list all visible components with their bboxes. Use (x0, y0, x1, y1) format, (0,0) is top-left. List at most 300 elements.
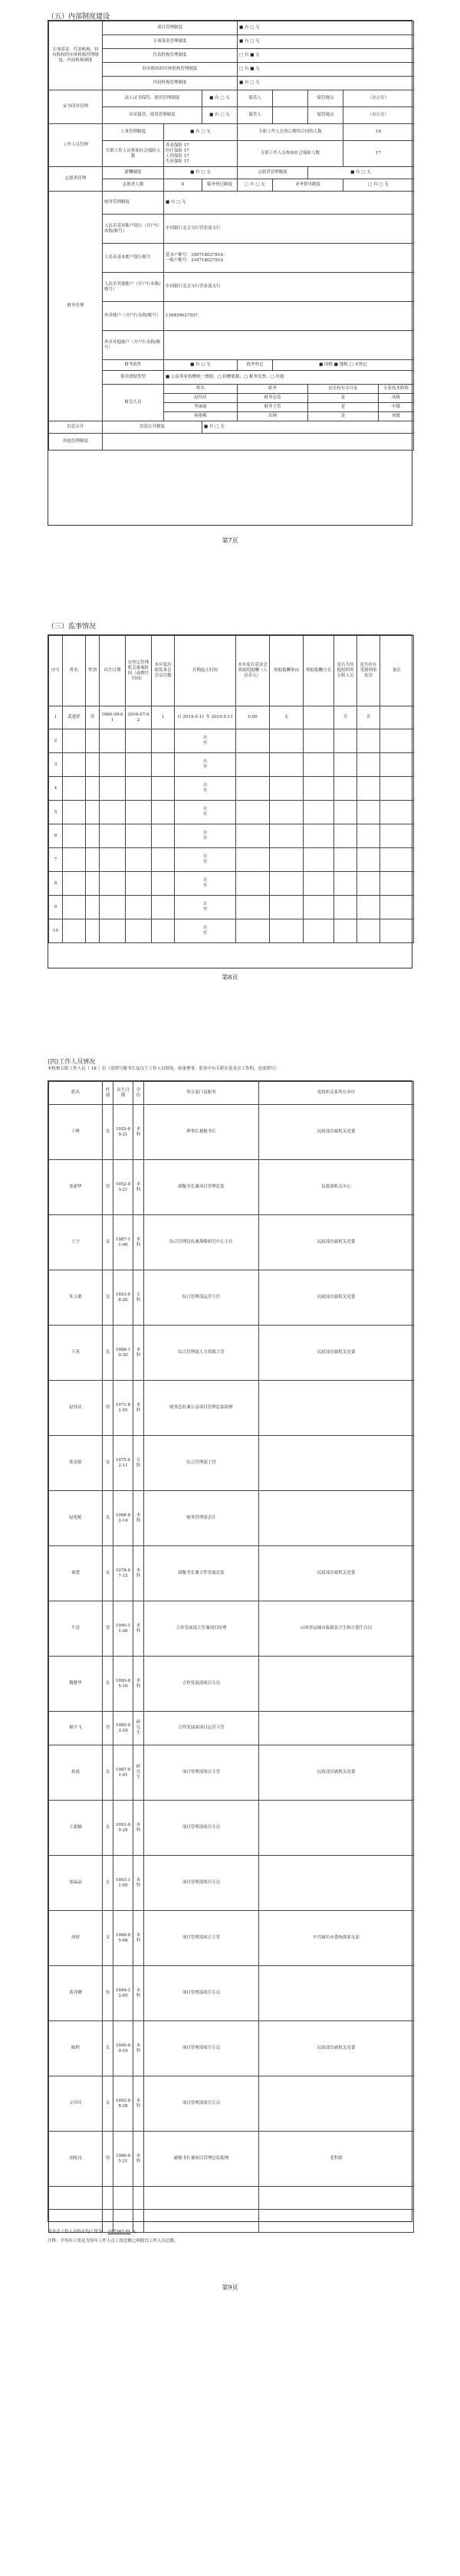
staff-name: 唐婷 (49, 1911, 103, 1966)
table-row (49, 1491, 414, 1546)
staff-birth: 1989-03-24 (113, 1712, 133, 1745)
staff-edu: 本科 (133, 1801, 144, 1856)
sup-cell (152, 896, 175, 919)
table-row (49, 753, 414, 777)
staff-edu: 专科 (133, 1270, 144, 1326)
staff-edu: 本科 (133, 1215, 144, 1270)
fin-tax-label: 税务登记 (238, 360, 273, 371)
group-info: 信息公开 (49, 421, 103, 434)
vol-count-label: 志愿者人数 (103, 179, 164, 192)
sup-cell (334, 872, 357, 896)
staff-h1: 性别 (103, 1082, 113, 1105)
cert-keeper-value (273, 90, 308, 107)
sup-cell (357, 824, 380, 848)
sup-cell (357, 872, 380, 896)
staff-edu: 本科 (133, 1966, 144, 2021)
sup-cell (304, 919, 334, 943)
sup-cell (334, 801, 357, 824)
staff-edu: 专科 (133, 1436, 144, 1491)
internal-system-table (48, 20, 412, 526)
staff-dept: 项目管理部项目主管 (144, 1911, 259, 1966)
sup-term (175, 896, 236, 919)
staff-dept: 项目管理部项目主管 (144, 1745, 259, 1801)
sup-cell (63, 801, 86, 824)
table-row (49, 2076, 414, 2132)
staff-dept: 副秘书长兼项目管理总监 (144, 1160, 259, 1215)
table-row (49, 1215, 414, 1270)
sup-cell (334, 824, 357, 848)
table-row (49, 1601, 414, 1657)
staff-birth: 1992-08-26 (113, 2076, 133, 2132)
table-row (49, 1546, 414, 1601)
fin-invoice-value: ■ 公益事业捐赠统一票据；□ 捐赠收据；□ 税务发票；□ 其他 (164, 371, 414, 385)
staff-gender: 男 (103, 1966, 113, 2021)
acct-header-cert: 是否持有会计证 (308, 385, 379, 394)
fin-label: 外币其他账户（开户行名称/账号） (103, 331, 164, 360)
staff-dept: 综合管理部人力资源主管 (144, 1326, 259, 1381)
fin-software-value: ■ 有 □ 无 (164, 360, 238, 371)
sup-cell (304, 801, 334, 824)
sup-cell (270, 729, 304, 753)
staff-grid (48, 1081, 414, 2233)
sup-cell (100, 848, 126, 872)
vol-count-value: 0 (164, 179, 202, 192)
staff-dept: 合作发展部项目运营主管 (144, 1712, 259, 1745)
fin-label: 人民币基本账户银行账号 (103, 244, 164, 273)
group-other: 其他管理制度 (49, 434, 103, 451)
staff-cell (113, 2187, 133, 2210)
seal-value: ■ 有 □ 无 (202, 107, 238, 124)
staff-name: 窦晶晶 (49, 1856, 103, 1911)
staff-hr-label: 人事管理制度 (103, 124, 164, 141)
table-row (49, 1856, 414, 1911)
sup-h10: 是否为其他组织的专职人员 (334, 636, 357, 706)
page-number: 第8页 (222, 974, 238, 981)
staff-party: 民政部直属机关党委 (259, 1105, 414, 1160)
staff-birth: 1994-12-05 (113, 1966, 133, 2021)
staff-edu: 本科 (133, 1856, 144, 1911)
sup-cell (334, 753, 357, 777)
staff-name: 王英 (49, 1326, 103, 1381)
staff-dept: 项目管理部项目专员 (144, 1966, 259, 2021)
acct-post: 出纳 (238, 412, 308, 421)
sup-cell (86, 801, 100, 824)
sup-cell (152, 872, 175, 896)
staff-gender: 女 (103, 1105, 113, 1160)
table-row (49, 729, 414, 753)
staff-cell (133, 2210, 144, 2233)
acct-post: 财务总监 (238, 394, 308, 403)
sup-cell (380, 824, 414, 848)
avg-salary-value: 107347.01 (107, 2230, 131, 2234)
staff-gender: 女 (103, 1491, 113, 1546)
staff-cell (49, 2210, 103, 2233)
staff-dept: 合作发展部项目专员 (144, 1657, 259, 1712)
term-to: 至 (202, 741, 208, 746)
page-number: 第9页 (222, 2284, 238, 2291)
sup-no: 2 (49, 729, 63, 753)
group-volunteer: 志愿者管理 (49, 167, 103, 192)
acct-cert: 是 (308, 403, 379, 412)
table-row (49, 1105, 414, 1160)
sup-h12: 备注 (380, 636, 414, 706)
group-finance: 财务管理 (49, 192, 103, 421)
staff-edu: 本科 (133, 1911, 144, 1966)
sup-cell (126, 801, 152, 824)
sup-h4: 在登记管理机关备案时间（或聘任时间） (126, 636, 152, 706)
sup-no: 10 (49, 919, 63, 943)
staff-party (259, 1491, 414, 1546)
acct-name: 赵伟庆 (164, 394, 238, 403)
staff-edu: 本科 (133, 2132, 144, 2187)
term-to: 至 (202, 812, 208, 817)
table-row (49, 706, 414, 729)
vol-register-value: □ 有 □ 无 (238, 179, 273, 192)
term-to: 至 (202, 788, 208, 793)
staff-edu: 本科 (133, 1491, 144, 1546)
sup-name: 武建祥 (63, 706, 86, 729)
sup-h7: 本年度在基金会领取的报酬（人民币元） (236, 636, 270, 706)
staff-edu: 本科 (133, 1160, 144, 1215)
sup-cell (86, 919, 100, 943)
staff-name: 王超楠 (49, 1801, 103, 1856)
sup-cell (126, 848, 152, 872)
sup-cell (63, 896, 86, 919)
table-row (49, 1712, 414, 1745)
staff-gender: 男 (103, 2132, 113, 2187)
staff-hr-value: ■ 有 □ 无 (164, 124, 238, 141)
sup-cell (357, 801, 380, 824)
sup-cell (380, 896, 414, 919)
staff-birth: 1978-07-15 (113, 1546, 133, 1601)
sup-cell (236, 801, 270, 824)
staff-table (48, 1080, 412, 2222)
fin-value (164, 331, 414, 360)
group-special-fund: 专项基金、代表机构、持有股权的实体机构管理制度、内设机构制度 (49, 21, 103, 90)
avg-salary-note: 注释：平均年工资是为每年工作人员工资总额之和除以工作人员总数。 (48, 2239, 179, 2243)
staff-cell (144, 2187, 259, 2210)
acct-title: 初级 (379, 412, 414, 421)
sup-term (175, 824, 236, 848)
staff-dept: 财务管理部会计 (144, 1491, 259, 1546)
staff-party: 中共廊坊市委统战部支部 (259, 1911, 414, 1966)
sup-cell (304, 848, 334, 872)
table-row (49, 848, 414, 872)
sup-no: 5 (49, 801, 63, 824)
sup-h1: 姓名 (63, 636, 86, 706)
sup-cell (236, 872, 270, 896)
page-2 (0, 613, 460, 1011)
sup-cell (86, 777, 100, 801)
sup-no: 1 (49, 706, 63, 729)
supervisor-empty-rows (49, 729, 414, 943)
staff-name: 孙霞 (49, 1745, 103, 1801)
staff-party: 老科联 (259, 2132, 414, 2187)
staff-name: 黄祥耀 (49, 1966, 103, 2021)
staff-h4: 所在部门及职务 (144, 1082, 259, 1105)
staff-party (259, 1856, 414, 1911)
staff-edu: 本科 (133, 1381, 144, 1436)
sup-cell (126, 777, 152, 801)
sup-term (175, 872, 236, 896)
sup-cell (380, 919, 414, 943)
table-row (49, 801, 414, 824)
avg-salary-unit: 元 (132, 2230, 136, 2234)
sup-cell (126, 824, 152, 848)
sup-cell (100, 824, 126, 848)
staff-party (259, 1966, 414, 2021)
term-from: 自 (202, 854, 208, 859)
term-from: 自 (202, 759, 208, 764)
fin-label: 财务管理制度 (103, 192, 164, 215)
staff-gender: 女 (103, 1856, 113, 1911)
staff-edu: 本科 (133, 1657, 144, 1712)
sup-gender: 男 (86, 706, 100, 729)
sup-term (175, 801, 236, 824)
section-title-internal-system: （五）内部制度建设 (48, 13, 110, 21)
staff-social-label: 专职工作人员参加社会保险人数 (238, 141, 343, 167)
acct-post: 财务主管 (238, 403, 308, 412)
term-from: 自 (202, 878, 208, 883)
staff-birth: 1990-11-26 (113, 1601, 133, 1657)
supervisor-table (48, 634, 412, 968)
sup-cell (380, 777, 414, 801)
staff-birth: 1952-03-21 (113, 1160, 133, 1215)
staff-gender: 女 (103, 1270, 113, 1326)
sup-cell (357, 919, 380, 943)
row-value: ■ 有 □ 无 (238, 77, 414, 90)
sup-cell (334, 848, 357, 872)
staff-cell (133, 2187, 144, 2210)
sup-cell (100, 777, 126, 801)
staff-dept: 财务总监兼公益项目管理总监助理 (144, 1381, 259, 1436)
sup-reason: 无 (270, 706, 304, 729)
staff-cell (49, 2187, 103, 2210)
sup-cell (236, 848, 270, 872)
table-row (49, 1966, 414, 2021)
staff-birth: 1993-11-05 (113, 1856, 133, 1911)
sup-h3: 出生日期 (100, 636, 126, 706)
sup-h5: 本年度出席监事会会议次数 (152, 636, 175, 706)
page-3 (0, 1050, 460, 2576)
sup-cell (126, 753, 152, 777)
staff-gender: 女 (103, 2021, 113, 2076)
staff-gender: 女 (103, 1801, 113, 1856)
sup-cell (86, 848, 100, 872)
vol-system-label: 志愿者管理制度 (238, 167, 308, 179)
sup-cell (100, 919, 126, 943)
sup-cell (236, 777, 270, 801)
sup-cell (304, 824, 334, 848)
sup-cell (63, 729, 86, 753)
staff-edu: 研究生 (133, 1745, 144, 1801)
sup-term (175, 919, 236, 943)
sup-no: 9 (49, 896, 63, 919)
section-title-staff: (四)工作人员情况 (48, 1058, 96, 1065)
staff-birth: 1988-02-14 (113, 1491, 133, 1546)
staff-dept: 合作发展部主管兼项目经理 (144, 1601, 259, 1657)
staff-social-value: 17 (343, 141, 414, 167)
staff-gender: 女 (103, 1911, 113, 1966)
sup-no: 7 (49, 848, 63, 872)
sup-cell (380, 872, 414, 896)
sup-cell (236, 919, 270, 943)
seal-place-label: 保管地点 (308, 107, 343, 124)
staff-birth: 1975-02-11 (113, 1436, 133, 1491)
row-value: □ 有 ■ 无 (238, 49, 414, 63)
sup-h11: 是否存在受到刑事处罚 (357, 636, 380, 706)
staff-edu: 本科 (133, 2076, 144, 2132)
info-label: 信息公开制度 (103, 421, 202, 434)
table-row-empty (49, 2210, 414, 2233)
staff-h3: 学历 (133, 1082, 144, 1105)
staff-h0: 姓名 (49, 1082, 103, 1105)
sup-cell (63, 753, 86, 777)
sup-cell (126, 729, 152, 753)
staff-name: 魏楚华 (49, 1657, 103, 1712)
sup-cell (236, 753, 270, 777)
sup-h2: 性别 (86, 636, 100, 706)
sup-cell (152, 848, 175, 872)
row-value: □ 有 ■ 无 (238, 63, 414, 77)
staff-name: 王峥 (49, 1105, 103, 1160)
staff-party: 民政部直属机关党委 (259, 1326, 414, 1381)
sup-cell (236, 729, 270, 753)
term-from: 自 (202, 807, 208, 811)
row-value: ■ 有 □ 无 (238, 35, 414, 49)
sup-cell (100, 801, 126, 824)
staff-name: 陈程 (49, 2021, 103, 2076)
avg-salary-label: 基金会工作人员的平均工资为： (48, 2230, 107, 2234)
staff-birth: 1993-08-20 (113, 1270, 133, 1326)
fin-value: 中国银行北京分行营业部支行 (164, 273, 414, 302)
staff-birth: 1986-05-21 (113, 2132, 133, 2187)
sup-cell (100, 896, 126, 919)
sup-cell (63, 824, 86, 848)
staff-party: 民政部直属机关党委 (259, 1745, 414, 1801)
cert-label: 法人证书保管、使用管理制度 (103, 90, 202, 107)
sup-term (175, 777, 236, 801)
row-label: 专项基金管理制度 (103, 35, 238, 49)
staff-edu: 研究生 (133, 1712, 144, 1745)
sup-cell (86, 824, 100, 848)
page-1 (0, 0, 460, 567)
staff-name: 郑金银 (49, 1436, 103, 1491)
staff-party: 民政部直属机关党委 (259, 1270, 414, 1326)
staff-gender: 男 (103, 1160, 113, 1215)
staff-birth: 1987-01-01 (113, 1745, 133, 1801)
sup-meet: 1 (152, 706, 175, 729)
fin-invoice-label: 使用票据类型 (103, 371, 164, 385)
staff-party: 民政部机关中心 (259, 1160, 414, 1215)
cert-place-label: 保管地点 (308, 90, 343, 107)
vol-system-value: ■ 有 □ 无 (308, 167, 414, 179)
vol-supervise-label: 业务督导制度 (273, 179, 343, 192)
table-row (49, 872, 414, 896)
vol-supervise-value: □ 有 □ 无 (343, 179, 414, 192)
staff-name: 鹤宇飞 (49, 1712, 103, 1745)
table-row (49, 1270, 414, 1326)
staff-gender: 女 (103, 1657, 113, 1712)
group-accountants: 财会人员 (103, 385, 164, 421)
table-row (49, 1801, 414, 1856)
sup-cell (63, 777, 86, 801)
row-value: ■ 有 □ 无 (238, 21, 414, 35)
sup-no: 6 (49, 824, 63, 848)
staff-birth: 1990-05-16 (113, 1657, 133, 1712)
staff-gender: 女 (103, 1546, 113, 1601)
staff-party (259, 1801, 414, 1856)
staff-cell (113, 2210, 133, 2233)
staff-dept: 综合管理总监兼战略研究中心主任 (144, 1215, 259, 1270)
sup-cell (380, 729, 414, 753)
row-label: 持有股权的实体机构管理制度 (103, 63, 238, 77)
sup-cell (357, 896, 380, 919)
row-label: 代表机构管理制度 (103, 49, 238, 63)
staff-dept: 项目管理部项目专员 (144, 1801, 259, 1856)
staff-party: 民政部直属机关党委 (259, 2021, 414, 2076)
sup-pay: 0.00 (236, 706, 270, 729)
staff-dept: 理事长兼秘书长 (144, 1105, 259, 1160)
sup-cell (100, 872, 126, 896)
sup-cell (86, 896, 100, 919)
sup-cell (152, 919, 175, 943)
acct-cert: 是 (308, 412, 379, 421)
fin-value: 116459027937 (164, 302, 414, 331)
sup-cell (100, 753, 126, 777)
sup-cell (304, 753, 334, 777)
staff-gender: 男 (103, 1712, 113, 1745)
fin-label: 人民币基本账户银行（开户行名称/账号） (103, 215, 164, 244)
staff-party (259, 1381, 414, 1436)
acct-title: 中级 (379, 403, 414, 412)
term-from: 自 (202, 736, 208, 740)
staff-birth: 1990-09-19 (113, 2021, 133, 2076)
table-row-empty (49, 2187, 414, 2210)
staff-party: 民政部直属机关党委 (259, 1546, 414, 1601)
seal-keeper-value (273, 107, 308, 124)
sup-cell (126, 919, 152, 943)
sup-cell (152, 824, 175, 848)
cert-keeper-label: 保管人 (238, 90, 273, 107)
term-from: 自 (202, 926, 208, 930)
table-row (49, 1160, 414, 1215)
acct-cert: 是 (308, 394, 379, 403)
acct-name: 杨艳梅 (164, 412, 238, 421)
sup-no: 4 (49, 777, 63, 801)
staff-insurance-label: 专职工作人员参加社会保险人数 (103, 141, 164, 167)
sup-h6: 任期起止时间 (175, 636, 236, 706)
fin-label: 人民币其他账户（开户行名称/账号） (103, 273, 164, 302)
sup-no: 8 (49, 872, 63, 896)
seal-label: 印章保管、使用管理制度 (103, 107, 202, 124)
term-to: 至 (202, 860, 208, 864)
staff-name: 秦慧 (49, 1546, 103, 1601)
term-from: 自 (202, 783, 208, 788)
sup-cell (63, 919, 86, 943)
table-row (49, 777, 414, 801)
internal-system-grid (48, 21, 414, 451)
sup-cell (126, 872, 152, 896)
staff-birth: 1988-10-30 (113, 1326, 133, 1381)
sup-cell (270, 896, 304, 919)
term-from: 自 (202, 831, 208, 835)
sup-cell (270, 848, 304, 872)
group-staff: 工作人员管理 (49, 124, 103, 167)
staff-birth: 1988-05-08 (113, 1911, 133, 1966)
group-certificate: 证书印章管理 (49, 90, 103, 124)
info-value: ■ 有 □ 无 (202, 421, 414, 434)
